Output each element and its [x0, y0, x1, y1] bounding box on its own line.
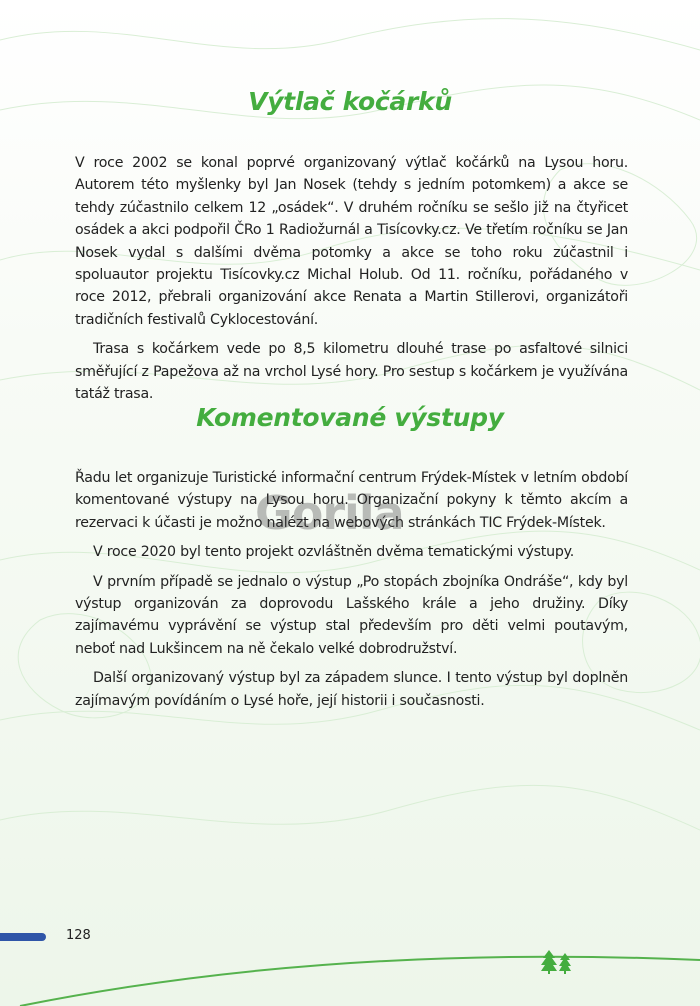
section-body-vytlac: [75, 152, 628, 412]
pine-trees-icon: [540, 950, 574, 974]
section-heading-vytlac: Výtlač kočárků: [248, 87, 452, 116]
paragraph: Další organizovaný výstup byl za západem slunce. I tento výstup byl doplněn zajímavým povídáním o Lysé hoře, její historii i současnosti.: [75, 670, 628, 709]
page-number: 128: [66, 928, 91, 943]
watermark: Gorila: [255, 486, 404, 540]
paragraph: V prvním případě se jednalo o výstup „Po stopách zbojníka Ondráše“, kdy byl výstup organizován za doprovodu Lašského krále a jeho družiny. Díky zajímavému vyprávění se výstup stal především pro děti velmi poutavým, neboť nad Lukšincem na ně čekalo velké dobrodružství.: [75, 573, 628, 657]
paragraph: Trasa s kočárkem vede po 8,5 kilometru dlouhé trase po asfaltové silnici směřující z Papežova až na vrchol Lysé hory. Pro sestup s kočárkem je využívána tatáž trasa.: [75, 341, 628, 403]
hill-line: [0, 930, 700, 1006]
section-heading-komentovane: Komentované výstupy: [196, 403, 504, 432]
paragraph: Řadu let organizuje Turistické informační centrum Frýdek-Místek v letním období komentované výstupy na Lysou horu. Organizační pokyny k těmto akcím a rezervaci k účasti je možno nalézt na webových stránkách TIC Frýdek-Místek.: [75, 470, 628, 531]
paragraph: V roce 2002 se konal poprvé organizovaný výtlač kočárků na Lysou horu. Autorem této myšlenky byl Jan Nosek (tehdy s jedním potomkem) a akce se tehdy zúčastnilo celkem 12 „osádek“. V druhém ročníku se sešlo již na čtyřicet osádek a akci podpořil ČRo 1 Radiožurnál a Tisícovky.cz. Ve třetím ročníku se Jan Nosek vydal s dalšími dvěma potomky a akce se toho roku zúčastnil i spoluautor projektu Tisícovky.cz Michal Holub. Od 11. ročníku, pořádaného v roce 2012, přebrali organizování akce Renata a Martin Stillerovi, organizátoři tradičních festivalů Cyklocestování.: [75, 155, 628, 328]
paragraph: V roce 2020 byl tento projekt ozvláštněn dvěma tematickými výstupy.: [93, 544, 574, 561]
